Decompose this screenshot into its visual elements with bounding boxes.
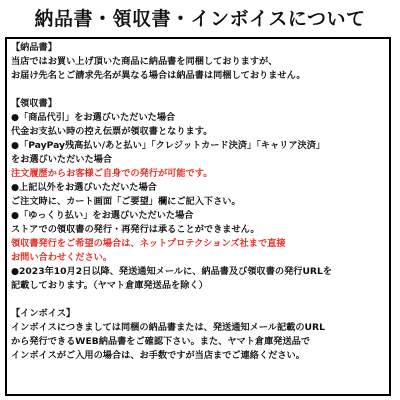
receipt-line-highlight: 注文履歴からお客様ご自身での発行が可能です。 bbox=[11, 168, 213, 179]
info-body bbox=[11, 41, 387, 363]
receipt-line: 代金お支払い時の控え伝票が領収書となります。 bbox=[11, 126, 213, 137]
receipt-line: ストアでの領収書の発行・再発行は承ることができません。 bbox=[11, 224, 260, 235]
invoice-heading: 【インボイス】 bbox=[11, 308, 76, 319]
receipt-line-highlight: お問い合わせください。 bbox=[11, 252, 113, 263]
receipt-line: ご注文時に、カート画面「ご要望」欄にご記入下さい。 bbox=[11, 196, 241, 207]
receipt-line: をお選びいただいた場合 bbox=[11, 154, 113, 165]
receipt-line: ●2023年10月2日以降、発送通知メールに、納品書及び領収書の発行URLを bbox=[11, 266, 333, 277]
delivery-heading: 【納品書】 bbox=[11, 42, 57, 53]
delivery-line: お届け先名とご請求先名が異なる場合は納品書は同梱しておりません。 bbox=[11, 70, 306, 81]
receipt-line: ●上記以外をお選びいただいた場合 bbox=[11, 182, 157, 193]
receipt-line: ●「商品代引」をお選びいただいた場合 bbox=[11, 112, 176, 123]
receipt-heading: 【領収書】 bbox=[11, 98, 57, 109]
page-title: 納品書・領収書・インボイスについて bbox=[34, 8, 366, 30]
invoice-line: インボイスにつきましては同梱の納品書または、発送通知メール記載のURL bbox=[11, 322, 325, 333]
spacer bbox=[11, 83, 387, 97]
receipt-line: 記載しております。（ヤマト倉庫発送品を除く） bbox=[11, 280, 208, 291]
receipt-line: ●「ゆっくり払い」をお選びいただいた場合 bbox=[11, 210, 194, 221]
receipt-line-highlight: 領収書発行をご希望の場合は、ネットプロテクションズ社まで直接 bbox=[11, 238, 286, 249]
info-box bbox=[5, 37, 391, 396]
receipt-line: ●「PayPay残高払い/あと払い」「クレジットカード決済」「キャリア決済」 bbox=[11, 140, 326, 151]
delivery-line: 当店ではお買い上げ頂いた商品に納品書を同梱しておりますが、 bbox=[11, 56, 278, 67]
invoice-line: から発行できるWEB納品書をご確認下さい。また、ヤマト倉庫発送品で bbox=[11, 336, 311, 347]
invoice-line: インボイスがご入用の場合は、お手数ですが当店までご連絡ください。 bbox=[11, 350, 305, 361]
spacer bbox=[11, 293, 387, 307]
